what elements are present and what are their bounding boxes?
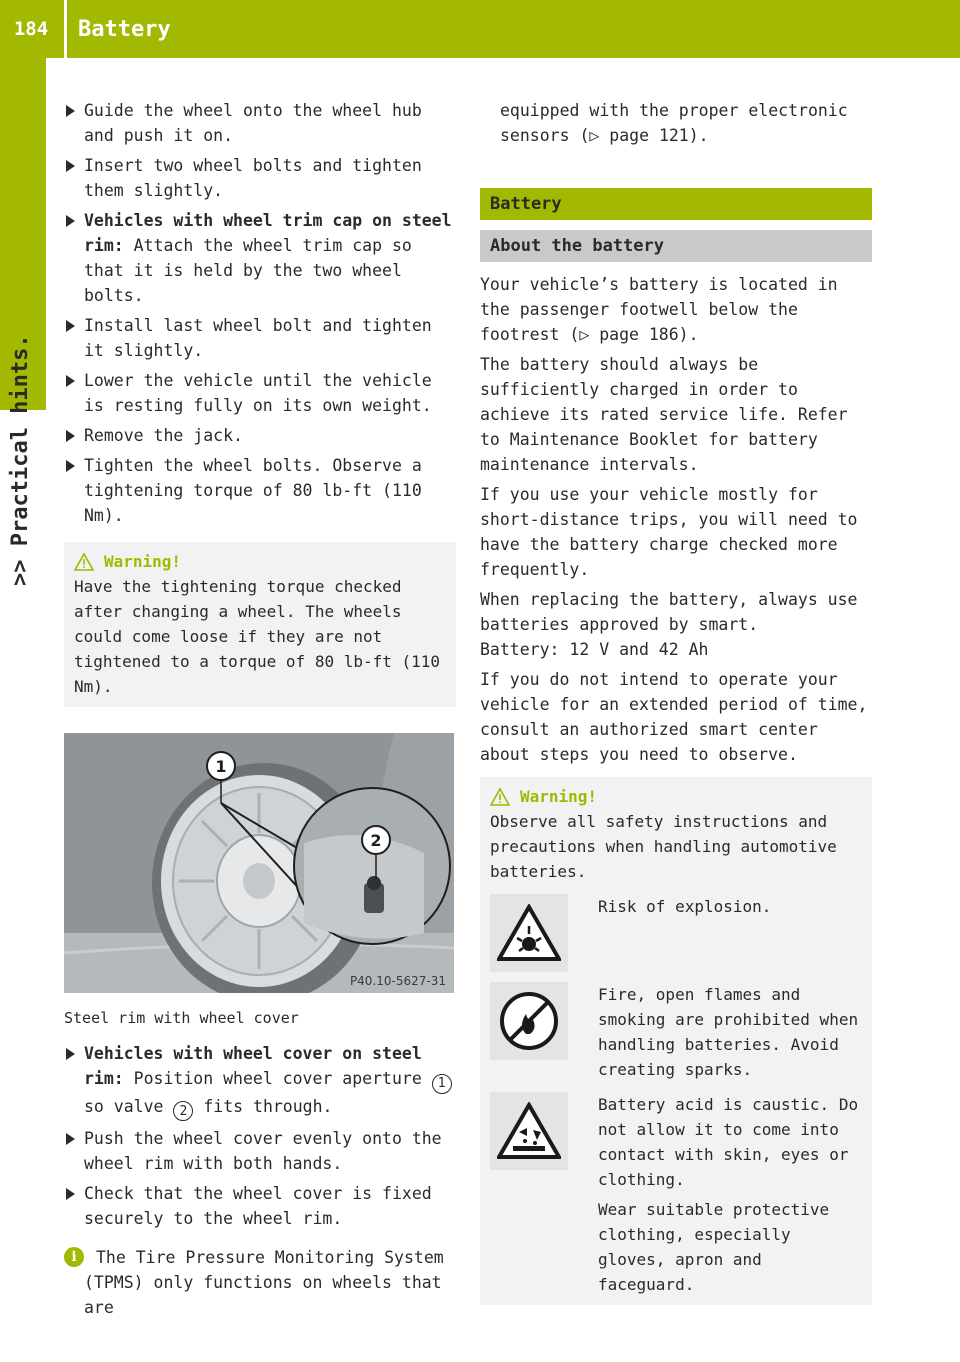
corrosive-hazard-icon xyxy=(497,1102,561,1160)
right-column xyxy=(480,98,872,1305)
step-push-cover: Push the wheel cover evenly onto the wheel rim with both hands. xyxy=(64,1126,456,1176)
info-icon: i xyxy=(64,1247,84,1267)
section-title: Battery xyxy=(480,188,872,220)
battery-warning xyxy=(480,777,872,1305)
callout-1: 1 xyxy=(215,757,227,776)
hazard-row-explosion xyxy=(490,894,862,972)
step-insert-bolts: Insert two wheel bolts and tighten them slightly. xyxy=(64,153,456,203)
battery-charge-para: The battery should always be sufficiently charged in order to achieve its rated service life. Refer to Maintenance Booklet for battery maintenance intervals. xyxy=(480,355,848,474)
header-divider xyxy=(64,0,67,58)
step-guide-wheel: Guide the wheel onto the wheel hub and push it on. xyxy=(64,98,456,148)
warning-triangle-icon xyxy=(490,788,510,806)
step-arrow-icon xyxy=(66,375,75,387)
tpms-info: i The Tire Pressure Monitoring System (TPMS) only functions on wheels that are xyxy=(64,1245,456,1320)
warning-triangle-icon xyxy=(74,553,94,571)
step-arrow-icon xyxy=(66,1133,75,1145)
page-number: 184 xyxy=(13,18,49,40)
step-tighten-bolts: Tighten the wheel bolts. Observe a tightening torque of 80 lb-ft (110 Nm). xyxy=(64,453,456,528)
callout-1-inline: 1 xyxy=(432,1074,452,1094)
step-wheel-cover: Vehicles with wheel cover on steel rim: Position wheel cover aperture 1 so valve 2 fits through. xyxy=(64,1041,456,1121)
torque-warning xyxy=(64,542,456,707)
warning-title: Warning! xyxy=(104,552,182,571)
left-column xyxy=(64,98,456,1320)
step-arrow-icon xyxy=(66,430,75,442)
subsection-title: About the battery xyxy=(480,230,872,262)
step-lower-vehicle: Lower the vehicle until the vehicle is resting fully on its own weight. xyxy=(64,368,456,418)
wheel-cover-photo xyxy=(64,733,454,993)
step-arrow-icon xyxy=(66,215,75,227)
warning-text: Have the tightening torque checked after changing a wheel. The wheels could come loose if they are not tightened to a torque of 80 lb-ft (110 Nm). xyxy=(74,577,441,696)
step-arrow-icon xyxy=(66,1048,75,1060)
callout-2-inline: 2 xyxy=(173,1101,193,1121)
hazard-row-corrosive xyxy=(490,1092,862,1297)
step-arrow-icon xyxy=(66,1188,75,1200)
hazard-text: Risk of explosion. xyxy=(598,897,772,916)
no-fire-icon xyxy=(498,990,560,1052)
step-arrow-icon xyxy=(66,460,75,472)
callout-2: 2 xyxy=(370,831,382,850)
short-trips-para: If you use your vehicle mostly for short-distance trips, you will need to have the battery charge checked more frequently. xyxy=(480,485,858,579)
replace-battery-para: When replacing the battery, always use batteries approved by smart. Battery: 12 V and 42 Ah xyxy=(480,587,872,662)
figure-code: P40.10-5627-31 xyxy=(349,974,446,988)
warning-text: Observe all safety instructions and precautions when handling automotive batteries. xyxy=(490,812,837,881)
step-arrow-icon xyxy=(66,160,75,172)
battery-spec: Battery: 12 V and 42 Ah xyxy=(480,640,709,659)
explosion-hazard-icon xyxy=(497,904,561,962)
step-arrow-icon xyxy=(66,320,75,332)
hazard-extra-text: Wear suitable protective clothing, especially gloves, apron and faceguard. xyxy=(598,1200,830,1294)
step-remove-jack: Remove the jack. xyxy=(64,423,456,448)
step-trim-cap: Vehicles with wheel trim cap on steel rim: Attach the wheel trim cap so that it is held by the two wheel bolts. xyxy=(64,208,456,308)
warning-title: Warning! xyxy=(520,787,598,806)
side-tab-label: >> Practical hints. xyxy=(8,334,33,586)
hazard-text: Fire, open flames and smoking are prohibited when handling batteries. Avoid creating sparks. xyxy=(598,985,859,1079)
hazard-text: Battery acid is caustic. Do not allow it to come into contact with skin, eyes or clothing. xyxy=(598,1095,859,1189)
hazard-row-no-fire xyxy=(490,982,862,1082)
battery-location-para: Your vehicle’s battery is located in the passenger footwell below the footrest (▷ page 186). xyxy=(480,275,838,344)
step-last-bolt: Install last wheel bolt and tighten it slightly. xyxy=(64,313,456,363)
tpms-info-continued: equipped with the proper electronic sensors (▷ page 121). xyxy=(500,101,848,145)
storage-para: If you do not intend to operate your vehicle for an extended period of time, consult an authorized smart center about steps you need to observe. xyxy=(480,670,868,764)
step-check-cover: Check that the wheel cover is fixed securely to the wheel rim. xyxy=(64,1181,456,1231)
figure-caption: Steel rim with wheel cover xyxy=(64,1009,299,1027)
chapter-title: Battery xyxy=(78,16,171,42)
step-arrow-icon xyxy=(66,105,75,117)
wheel-illustration xyxy=(64,733,454,993)
